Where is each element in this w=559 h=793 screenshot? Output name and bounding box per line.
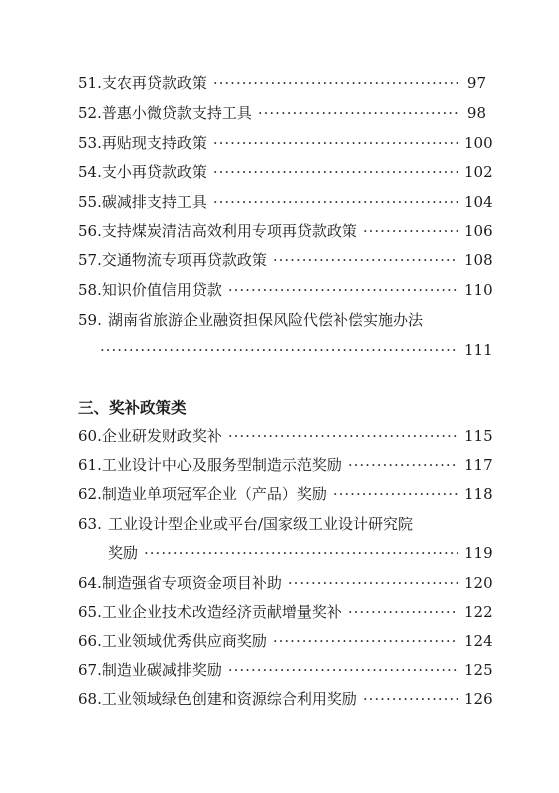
leader-dots xyxy=(228,278,458,302)
entry-page: 111 xyxy=(464,341,493,359)
entry-number: 61. xyxy=(78,456,102,474)
toc-entry-59-continuation[interactable] xyxy=(100,338,493,362)
toc-entry-67[interactable] xyxy=(78,658,493,682)
entry-page: 115 xyxy=(464,427,493,445)
entry-page: 102 xyxy=(464,163,493,181)
leader-dots xyxy=(228,658,458,682)
leader-dots xyxy=(213,190,458,214)
toc-entry-62[interactable] xyxy=(78,482,493,506)
toc-entry-56[interactable] xyxy=(78,219,493,243)
entry-page: 104 xyxy=(464,193,493,211)
entry-page: 124 xyxy=(464,632,493,650)
entry-title: 工业领域优秀供应商奖励 xyxy=(101,632,267,650)
entry-number: 54. xyxy=(78,163,102,181)
entry-title: 知识价值信用贷款 xyxy=(101,281,222,299)
entry-page: 119 xyxy=(464,544,493,562)
entry-page: 120 xyxy=(464,574,493,592)
entry-page: 122 xyxy=(464,603,493,621)
entry-page: 106 xyxy=(464,222,493,240)
entry-number: 57. xyxy=(78,251,102,269)
toc-entry-66[interactable] xyxy=(78,629,493,653)
toc-entry-53[interactable] xyxy=(78,131,493,155)
toc-entry-61[interactable] xyxy=(78,453,493,477)
entry-title-continuation: 奖励 xyxy=(108,544,139,562)
toc-entry-58[interactable] xyxy=(78,278,493,302)
toc-entry-51[interactable] xyxy=(78,71,486,95)
entry-title: 工业设计中心及服务型制造示范奖励 xyxy=(101,456,342,474)
leader-dots xyxy=(213,160,458,184)
entry-number: 67. xyxy=(78,661,102,679)
toc-entry-59[interactable] xyxy=(78,308,486,332)
entry-page: 118 xyxy=(464,485,493,503)
entry-number: 53. xyxy=(78,134,102,152)
entry-number: 55. xyxy=(78,193,102,211)
toc-entry-57[interactable] xyxy=(78,248,493,272)
toc-entry-60[interactable] xyxy=(78,424,493,448)
entry-number: 62. xyxy=(78,485,102,503)
entry-title: 再贴现支持政策 xyxy=(101,134,207,152)
leader-dots xyxy=(288,571,458,595)
entry-number: 60. xyxy=(78,427,102,445)
leader-dots xyxy=(348,453,458,477)
entry-title: 碳减排支持工具 xyxy=(101,193,207,211)
leader-dots xyxy=(258,101,458,125)
entry-number: 63. xyxy=(78,515,102,533)
leader-dots xyxy=(213,71,458,95)
toc-entry-64[interactable] xyxy=(78,571,493,595)
entry-page: 126 xyxy=(464,690,493,708)
entry-title: 支持煤炭清洁高效利用专项再贷款政策 xyxy=(101,222,357,240)
toc-entry-63[interactable] xyxy=(78,512,486,536)
entry-page: 108 xyxy=(464,251,493,269)
section-heading: 三、奖补政策类 xyxy=(78,399,187,417)
leader-dots xyxy=(363,219,458,243)
entry-page: 125 xyxy=(464,661,493,679)
entry-title: 支小再贷款政策 xyxy=(101,163,207,181)
leader-dots xyxy=(213,131,458,155)
leader-dots xyxy=(273,248,458,272)
leader-dots xyxy=(100,338,458,362)
entry-number: 68. xyxy=(78,690,102,708)
entry-page: 110 xyxy=(464,281,493,299)
entry-title: 工业企业技术改造经济贡献增量奖补 xyxy=(101,603,342,621)
toc-entry-65[interactable] xyxy=(78,600,493,624)
entry-title: 普惠小微贷款支持工具 xyxy=(101,104,252,122)
entry-number: 66. xyxy=(78,632,102,650)
entry-title: 制造业单项冠军企业（产品）奖励 xyxy=(101,485,327,503)
leader-dots xyxy=(348,600,458,624)
entry-title: 湖南省旅游企业融资担保风险代偿补偿实施办法 xyxy=(108,311,424,329)
leader-dots xyxy=(273,629,458,653)
leader-dots xyxy=(333,482,458,506)
toc-entry-54[interactable] xyxy=(78,160,493,184)
toc-entry-55[interactable] xyxy=(78,190,493,214)
leader-dots xyxy=(144,541,458,565)
entry-number: 58. xyxy=(78,281,102,299)
entry-number: 65. xyxy=(78,603,102,621)
toc-entry-63-continuation[interactable] xyxy=(108,541,493,565)
entry-title: 工业领域绿色创建和资源综合利用奖励 xyxy=(101,690,357,708)
leader-dots xyxy=(228,424,458,448)
entry-number: 59. xyxy=(78,311,102,329)
entry-number: 56. xyxy=(78,222,102,240)
entry-page: 97 xyxy=(466,74,486,92)
entry-title: 制造业碳减排奖励 xyxy=(101,661,222,679)
entry-title: 企业研发财政奖补 xyxy=(101,427,222,445)
entry-title: 交通物流专项再贷款政策 xyxy=(101,251,267,269)
entry-title: 支农再贷款政策 xyxy=(101,74,207,92)
entry-title: 工业设计型企业或平台/国家级工业设计研究院 xyxy=(108,515,414,533)
entry-title: 制造强省专项资金项目补助 xyxy=(101,574,282,592)
leader-dots xyxy=(363,687,458,711)
toc-entry-68[interactable] xyxy=(78,687,493,711)
entry-page: 98 xyxy=(466,104,486,122)
toc-entry-52[interactable] xyxy=(78,101,486,125)
entry-number: 52. xyxy=(78,104,102,122)
entry-page: 100 xyxy=(464,134,493,152)
entry-number: 51. xyxy=(78,74,102,92)
entry-page: 117 xyxy=(464,456,493,474)
entry-number: 64. xyxy=(78,574,102,592)
